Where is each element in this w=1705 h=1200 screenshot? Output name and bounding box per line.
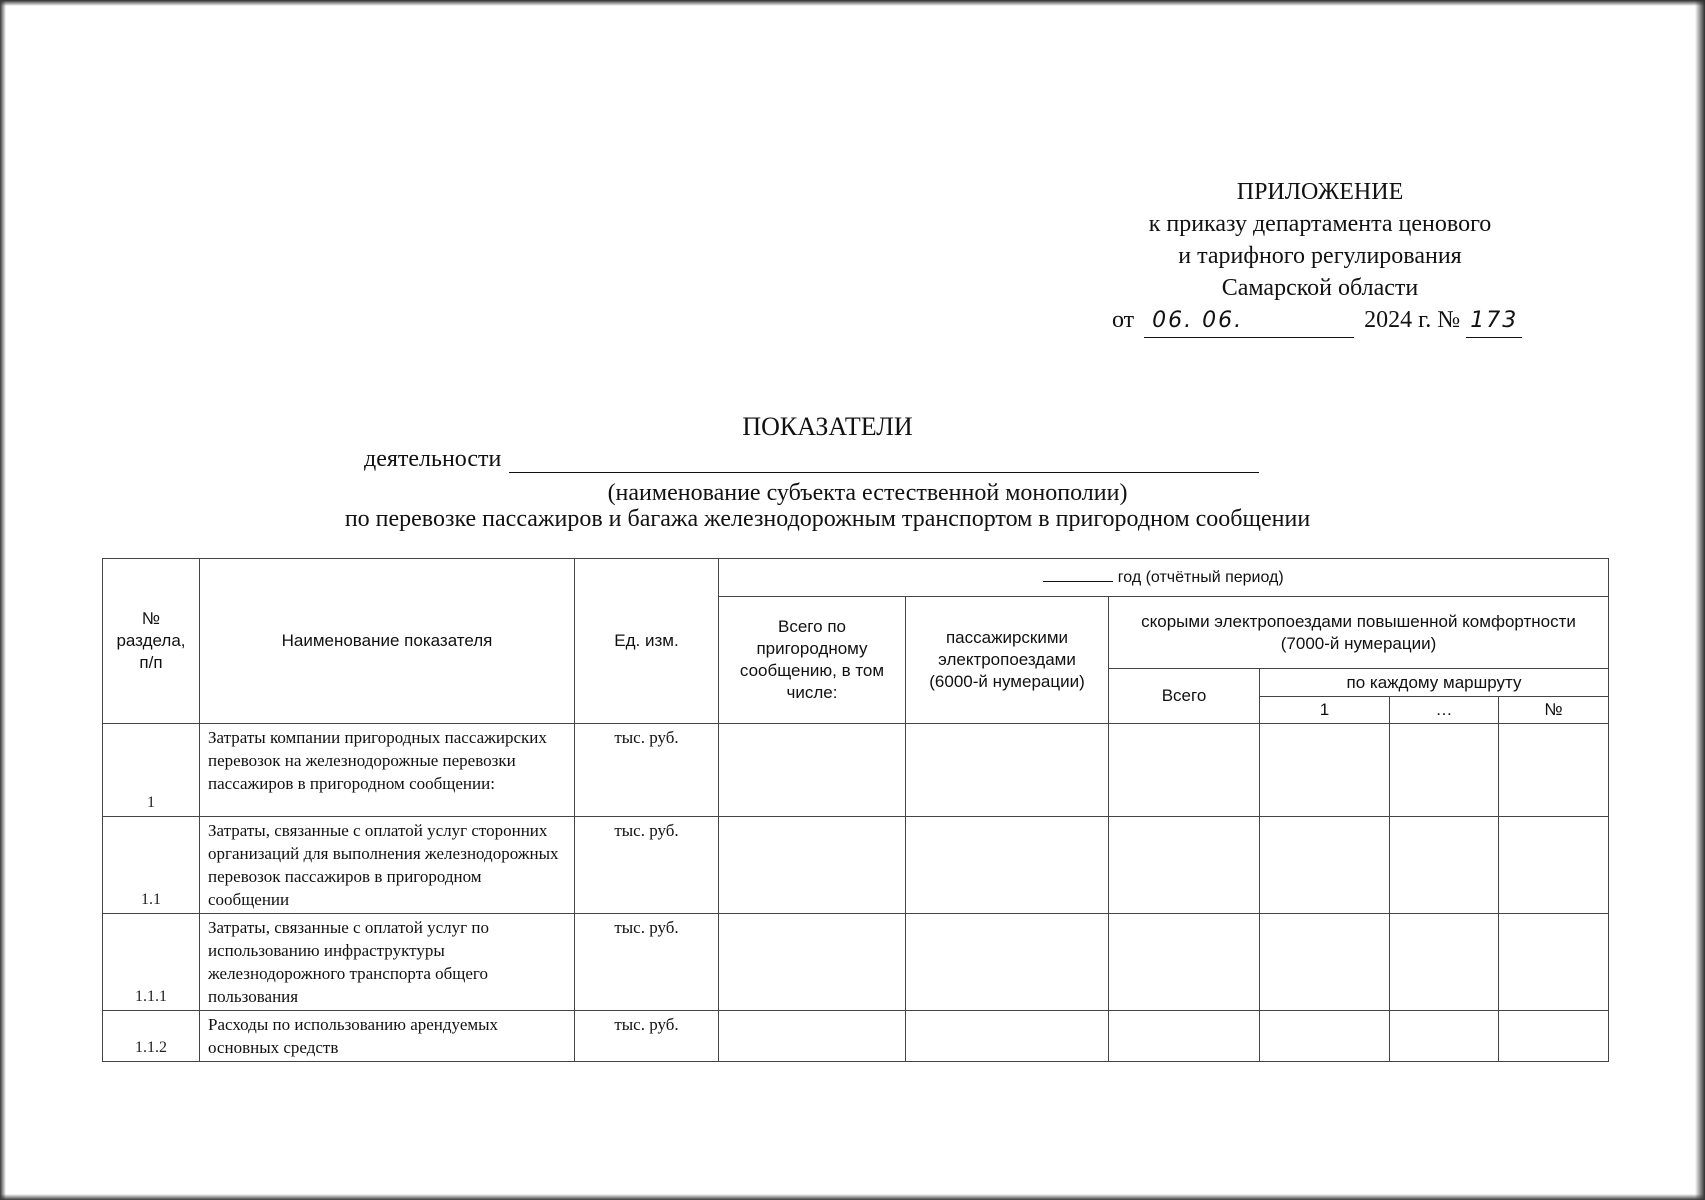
row-number: 1.1 (103, 817, 200, 914)
cell-express-total (1109, 1011, 1260, 1062)
cell-passenger-trains (906, 817, 1109, 914)
header-period (719, 559, 1609, 597)
row-unit: тыс. руб. (575, 724, 719, 817)
cell-route-first (1260, 1011, 1390, 1062)
row-indicator-name: Затраты, связанные с оплатой услуг по использованию инфраструктуры железнодорожного транспорта общего пользования (200, 914, 575, 1011)
row-indicator-name: Расходы по использованию арендуемых основных средств (200, 1011, 575, 1062)
page-title: ПОКАЗАТЕЛИ (742, 412, 913, 441)
appendix-line-3: Самарской области (1221, 275, 1419, 301)
cell-route-last (1499, 1011, 1609, 1062)
scan-border-bottom (0, 1194, 1705, 1200)
header-route-last: № (1499, 697, 1609, 724)
cell-route-last (1499, 914, 1609, 1011)
cell-passenger-trains (906, 724, 1109, 817)
period-year-blank (1043, 567, 1113, 582)
row-unit: тыс. руб. (575, 1011, 719, 1062)
cell-express-total (1109, 817, 1260, 914)
table-row (103, 724, 1609, 817)
header-express-total: Всего (1109, 669, 1260, 724)
cell-route-mid (1390, 1011, 1499, 1062)
cell-total-suburban (719, 817, 906, 914)
indicators-table (102, 558, 1609, 1062)
cell-total-suburban (719, 914, 906, 1011)
header-route-mid: … (1390, 697, 1499, 724)
row-unit: тыс. руб. (575, 914, 719, 1011)
cell-express-total (1109, 724, 1260, 817)
order-number-handwritten: 173 (1470, 308, 1519, 333)
appendix-line-2: и тарифного регулирования (1178, 243, 1462, 269)
activity-line (364, 446, 1259, 473)
order-prefix: от (1112, 307, 1135, 333)
activity-description: по перевозке пассажиров и багажа железнодорожным транспортом в пригородном сообщении (344, 506, 1311, 532)
cell-route-last (1499, 817, 1609, 914)
table-row (103, 817, 1609, 914)
cell-route-mid (1390, 914, 1499, 1011)
row-number: 1.1.1 (103, 914, 200, 1011)
appendix-line-1: к приказу департамента ценового (1148, 211, 1492, 237)
header-unit: Ед. изм. (575, 559, 719, 724)
activity-blank-field (509, 450, 1259, 473)
appendix-title: ПРИЛОЖЕНИЕ (1236, 179, 1404, 205)
order-date-handwritten: 06. 06. (1152, 308, 1244, 333)
header-period-label: год (отчётный период) (1117, 568, 1284, 586)
scan-border-left (0, 0, 6, 1200)
scan-border-right (1695, 0, 1705, 1200)
header-per-route: по каждому маршруту (1260, 669, 1609, 697)
cell-express-total (1109, 914, 1260, 1011)
header-route-first: 1 (1260, 697, 1390, 724)
row-indicator-name: Затраты компании пригородных пассажирских перевозок на железнодорожные перевозки пассажиров в пригородном сообщении: (200, 724, 575, 817)
order-date-field (1144, 304, 1354, 338)
cell-route-mid (1390, 817, 1499, 914)
table-row (103, 914, 1609, 1011)
header-section-no: № раздела, п/п (103, 559, 200, 724)
header-passenger-trains: пассажирскими электропоездами (6000-й нумерации) (906, 597, 1109, 724)
row-indicator-name: Затраты, связанные с оплатой услуг сторонних организаций для выполнения железнодорожных перевозок пассажиров в пригородном сообщении (200, 817, 575, 914)
appendix-block (1080, 176, 1560, 338)
cell-route-first (1260, 724, 1390, 817)
header-indicator-name: Наименование показателя (200, 559, 575, 724)
header-total-suburban: Всего по пригородному сообщению, в том числе: (719, 597, 906, 724)
activity-label: деятельности (364, 446, 502, 472)
cell-passenger-trains (906, 914, 1109, 1011)
table-row (103, 1011, 1609, 1062)
order-number-field (1466, 304, 1522, 338)
row-unit: тыс. руб. (575, 817, 719, 914)
order-date-line (1080, 304, 1560, 338)
cell-total-suburban (719, 724, 906, 817)
cell-route-mid (1390, 724, 1499, 817)
cell-route-last (1499, 724, 1609, 817)
order-year: 2024 г. № (1364, 307, 1461, 333)
header-express-trains: скорыми электропоездами повышенной комфортности (7000-й нумерации) (1109, 597, 1609, 669)
cell-route-first (1260, 914, 1390, 1011)
row-number: 1.1.2 (103, 1011, 200, 1062)
row-number: 1 (103, 724, 200, 817)
cell-route-first (1260, 817, 1390, 914)
activity-hint: (наименование субъекта естественной монополии) (607, 480, 1128, 506)
cell-passenger-trains (906, 1011, 1109, 1062)
cell-total-suburban (719, 1011, 906, 1062)
scan-border-top (0, 0, 1705, 6)
